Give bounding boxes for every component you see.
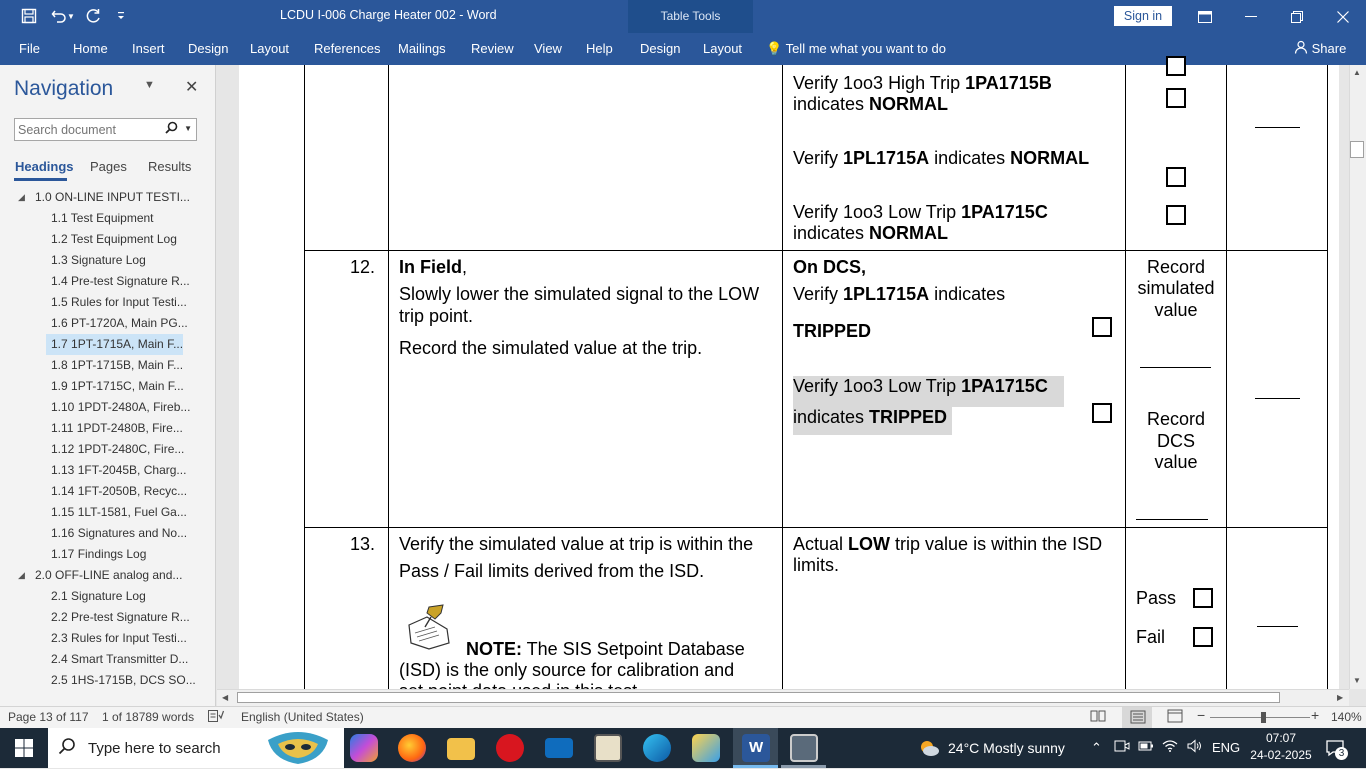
nav-heading-item[interactable]: [0, 628, 216, 649]
tell-me-label: Tell me what you want to do: [785, 41, 946, 56]
document-page[interactable]: [239, 65, 1339, 705]
actual-low-text: Actual LOW trip value is within the ISD: [793, 534, 1103, 554]
minimize-icon[interactable]: [1228, 0, 1274, 33]
tell-me-search[interactable]: [766, 33, 946, 65]
actual-low-text: limits.: [793, 555, 839, 575]
nav-heading-item[interactable]: [0, 460, 216, 481]
person-icon: [1294, 34, 1308, 66]
file-explorer-icon[interactable]: [447, 738, 475, 760]
checkbox[interactable]: [1166, 88, 1186, 108]
clock-date[interactable]: 24-02-2025: [1250, 748, 1312, 762]
step-text: Slowly lower the simulated signal to the LOW: [399, 284, 760, 304]
table-border: [1226, 65, 1227, 705]
nav-heading-item[interactable]: [0, 376, 216, 397]
nav-heading-item[interactable]: [0, 502, 216, 523]
nav-heading-label: 1.16 Signatures and No...: [51, 526, 188, 540]
tripped-text: TRIPPED: [793, 321, 872, 341]
undo-dropdown-icon[interactable]: ▼: [67, 11, 75, 21]
taskbar-search-placeholder: Type here to search: [88, 740, 221, 757]
tab-design[interactable]: Design: [188, 41, 229, 56]
nav-heading-item[interactable]: [0, 271, 216, 292]
copilot-icon[interactable]: [350, 734, 378, 762]
note-text: (ISD) is the only source for calibration and: [399, 660, 735, 680]
windows-start-icon[interactable]: [0, 728, 48, 768]
nav-heading-label: 1.9 1PT-1715C, Main F...: [51, 379, 184, 393]
signature-line: [1255, 398, 1300, 399]
table-border: [304, 250, 1328, 251]
tab-table-design[interactable]: Design: [640, 41, 681, 56]
zoom-slider-thumb[interactable]: [1261, 712, 1266, 723]
verify-pl-text: Verify 1PL1715A indicates: [793, 284, 1006, 304]
pushpin-note-icon: [405, 603, 457, 653]
title-bar: [0, 0, 1366, 33]
table-border: [388, 65, 389, 705]
app-indicator: [781, 765, 826, 768]
word-taskbar-button[interactable]: [733, 728, 778, 768]
notification-count: 3: [1335, 747, 1348, 760]
scroll-left-icon[interactable]: ◀: [222, 693, 229, 702]
nav-tab-headings[interactable]: Headings: [15, 159, 74, 174]
battery-icon[interactable]: [1138, 739, 1154, 756]
carnival-mask-icon: [263, 730, 333, 766]
language-indicator[interactable]: English (United States): [241, 710, 364, 724]
search-icon: [58, 737, 76, 760]
nav-heading-label: 2.1 Signature Log: [51, 589, 146, 603]
word-count[interactable]: 1 of 18789 words: [102, 710, 195, 724]
record-line: [1136, 519, 1208, 520]
indicates-normal-text: indicates NORMAL: [793, 223, 949, 243]
close-icon[interactable]: ✕: [185, 79, 199, 96]
table-border: [1327, 65, 1328, 705]
share-button[interactable]: [1294, 33, 1346, 65]
collapse-triangle-icon[interactable]: ◢: [18, 192, 25, 202]
zoom-out-icon[interactable]: −: [1197, 707, 1206, 723]
clock-time[interactable]: 07:07: [1265, 731, 1297, 745]
redo-icon[interactable]: [80, 6, 106, 26]
meet-now-icon[interactable]: [1114, 739, 1130, 756]
step-text: Pass / Fail limits derived from the ISD.: [399, 561, 705, 581]
tab-mailings[interactable]: Mailings: [398, 41, 446, 56]
pass-checkbox[interactable]: [1193, 588, 1213, 608]
tab-references[interactable]: References: [314, 41, 381, 56]
nav-heading-item[interactable]: [0, 418, 216, 439]
nav-heading-item[interactable]: [0, 523, 216, 544]
nav-heading-item[interactable]: [0, 187, 216, 208]
scroll-up-icon[interactable]: ▲: [1353, 68, 1361, 77]
fail-label: Fail: [1136, 627, 1166, 647]
table-tools-label: Table Tools: [660, 9, 721, 23]
navigation-pane: [0, 65, 216, 706]
nav-heading-item[interactable]: [0, 250, 216, 271]
volume-icon[interactable]: [1187, 739, 1203, 756]
tab-home[interactable]: Home: [73, 41, 108, 56]
record-label: value: [1154, 300, 1198, 320]
nav-heading-label: 1.15 1LT-1581, Fuel Ga...: [51, 505, 187, 519]
tab-layout[interactable]: Layout: [250, 41, 290, 56]
document-area[interactable]: [217, 65, 1349, 689]
nav-heading-item[interactable]: [0, 355, 216, 376]
tab-insert[interactable]: Insert: [132, 41, 165, 56]
network-icon[interactable]: [1162, 739, 1178, 756]
zoom-in-icon[interactable]: +: [1311, 707, 1320, 723]
zoom-level[interactable]: 140%: [1331, 710, 1362, 724]
chevron-up-icon[interactable]: ⌃: [1091, 740, 1102, 755]
fail-checkbox[interactable]: [1193, 627, 1213, 647]
nav-heading-label: 2.4 Smart Transmitter D...: [51, 652, 189, 666]
checkbox[interactable]: [1166, 205, 1186, 225]
in-field-heading: In Field,: [399, 257, 468, 277]
search-document-box[interactable]: [14, 118, 197, 141]
active-app-indicator: [733, 765, 778, 768]
scroll-right-icon[interactable]: ▶: [1337, 693, 1344, 702]
step-text: Verify the simulated value at trip is within the: [399, 534, 754, 554]
search-options-icon[interactable]: ▼: [184, 124, 192, 133]
remote-desktop-icon[interactable]: [790, 734, 818, 762]
headings-list: [0, 187, 216, 691]
vertical-scroll-thumb[interactable]: [1350, 141, 1364, 158]
document-title: LCDU I-006 Charge Heater 002 - Word: [280, 8, 497, 22]
record-label: Record: [1146, 409, 1206, 429]
record-label: DCS: [1156, 431, 1195, 451]
weather-icon[interactable]: [918, 738, 940, 758]
nav-heading-item[interactable]: [0, 544, 216, 565]
input-language[interactable]: ENG: [1212, 740, 1241, 755]
nav-heading-item[interactable]: [0, 208, 216, 229]
verify-high-trip-text: Verify 1oo3 High Trip 1PA1715B: [793, 73, 1052, 93]
nav-heading-label: 1.1 Test Equipment: [51, 211, 154, 225]
selected-text[interactable]: indicates TRIPPED: [793, 407, 952, 435]
read-mode-icon[interactable]: [1090, 709, 1106, 726]
mail-icon[interactable]: [545, 738, 573, 758]
nav-tab-pages[interactable]: Pages: [90, 159, 127, 174]
nav-heading-label: 1.0 ON-LINE INPUT TESTI...: [35, 190, 190, 204]
save-icon[interactable]: [16, 6, 42, 26]
record-line: [1140, 367, 1211, 368]
print-layout-icon: [1130, 710, 1146, 727]
nav-heading-label: 1.17 Findings Log: [51, 547, 147, 561]
close-window-icon[interactable]: [1320, 0, 1366, 33]
tab-help[interactable]: Help: [586, 41, 613, 56]
search-document-input[interactable]: [15, 119, 160, 140]
tab-table-layout[interactable]: Layout: [703, 41, 743, 56]
nav-heading-item[interactable]: [0, 313, 216, 334]
taskbar: [0, 728, 1366, 768]
web-layout-icon[interactable]: [1167, 709, 1183, 726]
nav-heading-item[interactable]: [0, 586, 216, 607]
checkbox[interactable]: [1092, 403, 1112, 423]
note-text: NOTE: The SIS Setpoint Database: [466, 639, 745, 659]
photos-icon[interactable]: [692, 734, 720, 762]
table-border: [304, 65, 305, 705]
table-border: [1125, 65, 1126, 705]
nav-heading-label: 2.3 Rules for Input Testi...: [51, 631, 187, 645]
step-text: Record the simulated value at the trip.: [399, 338, 703, 358]
table-border: [782, 65, 783, 705]
nav-heading-label: 1.13 1FT-2045B, Charg...: [51, 463, 187, 477]
record-label: value: [1154, 452, 1198, 472]
signature-line: [1257, 626, 1298, 627]
nav-heading-label: 1.2 Test Equipment Log: [51, 232, 177, 246]
verify-low-trip-text: Verify 1oo3 Low Trip 1PA1715C: [793, 202, 1048, 222]
horizontal-scroll-thumb[interactable]: [237, 692, 1280, 703]
signature-line: [1255, 127, 1300, 128]
vertical-scrollbar[interactable]: [1349, 65, 1366, 689]
taskbar-search-box[interactable]: [48, 728, 344, 768]
firefox-icon[interactable]: [398, 734, 426, 762]
record-label: simulated: [1137, 278, 1215, 298]
page-count[interactable]: Page 13 of 117: [8, 710, 89, 724]
nav-heading-label: 1.10 1PDT-2480A, Fireb...: [51, 400, 191, 414]
record-label: Record: [1146, 257, 1206, 277]
ribbon-tabs: [0, 33, 1366, 65]
nav-heading-item[interactable]: [0, 397, 216, 418]
proofing-icon[interactable]: [208, 709, 224, 726]
nav-heading-item[interactable]: [0, 649, 216, 670]
nav-heading-item[interactable]: [0, 481, 216, 502]
chevron-down-icon[interactable]: ▼: [144, 79, 155, 91]
nav-tab-results[interactable]: Results: [148, 159, 192, 174]
selected-text[interactable]: Verify 1oo3 Low Trip 1PA1715C: [793, 376, 1064, 407]
nav-heading-label: 1.5 Rules for Input Testi...: [51, 295, 187, 309]
nav-heading-label: 1.11 1PDT-2480B, Fire...: [51, 421, 183, 435]
nav-heading-label: 1.7 1PT-1715A, Main F...: [51, 337, 184, 351]
zoom-slider[interactable]: [1210, 717, 1310, 718]
nav-heading-item[interactable]: [0, 565, 216, 586]
ribbon-display-options-icon[interactable]: [1182, 0, 1228, 33]
checkbox[interactable]: [1166, 56, 1186, 76]
nav-heading-label: 2.0 OFF-LINE analog and...: [35, 568, 183, 582]
print-layout-button[interactable]: [1122, 707, 1152, 728]
lightbulb-icon: 💡: [766, 41, 783, 56]
opera-icon[interactable]: [496, 734, 524, 762]
nav-heading-label: 1.6 PT-1720A, Main PG...: [51, 316, 188, 330]
restore-icon[interactable]: [1274, 0, 1320, 33]
table-border: [304, 527, 1328, 528]
active-tab-indicator: [14, 178, 67, 181]
checkbox[interactable]: [1166, 167, 1186, 187]
on-dcs-heading: On DCS,: [793, 257, 867, 277]
nav-heading-item[interactable]: [0, 292, 216, 313]
nav-heading-label: 1.8 1PT-1715B, Main F...: [51, 358, 184, 372]
customize-toolbar-icon[interactable]: [108, 6, 134, 26]
step-text: trip point.: [399, 306, 474, 326]
nav-heading-item[interactable]: [0, 229, 216, 250]
nav-heading-item[interactable]: [0, 607, 216, 628]
checkbox[interactable]: [1092, 317, 1112, 337]
collapse-triangle-icon[interactable]: ◢: [18, 570, 25, 580]
indicates-normal-text: indicates NORMAL: [793, 94, 949, 114]
pass-label: Pass: [1136, 588, 1177, 608]
share-label: Share: [1311, 41, 1347, 56]
weather-text[interactable]: 24°C Mostly sunny: [948, 740, 1065, 756]
nav-heading-label: 2.2 Pre-test Signature R...: [51, 610, 190, 624]
step-number: 13.: [350, 534, 376, 554]
verify-pl-text: Verify 1PL1715A indicates NORMAL: [793, 148, 1090, 168]
nav-heading-item[interactable]: [46, 334, 183, 355]
search-icon[interactable]: [165, 121, 178, 137]
word-icon: W: [742, 734, 770, 762]
nav-heading-label: 1.12 1PDT-2480C, Fire...: [51, 442, 185, 456]
tab-review[interactable]: Review: [471, 41, 514, 56]
nav-heading-label: 2.5 1HS-1715B, DCS SO...: [51, 673, 196, 687]
step-number: 12.: [350, 257, 376, 277]
nav-heading-label: 1.3 Signature Log: [51, 253, 146, 267]
nav-heading-label: 1.14 1FT-2050B, Recyc...: [51, 484, 188, 498]
notification-icon[interactable]: [1325, 738, 1345, 758]
sign-in-button[interactable]: Sign in: [1114, 6, 1172, 26]
nav-heading-item[interactable]: [0, 670, 216, 691]
status-bar: [0, 706, 1366, 728]
nav-heading-label: 1.4 Pre-test Signature R...: [51, 274, 190, 288]
edge-icon[interactable]: [643, 734, 671, 762]
tab-view[interactable]: View: [534, 41, 562, 56]
tab-file[interactable]: File: [19, 41, 40, 56]
scroll-down-icon[interactable]: ▼: [1353, 676, 1361, 685]
calculator-app-icon[interactable]: [594, 734, 622, 762]
navigation-title: Navigation: [14, 77, 114, 100]
nav-heading-item[interactable]: [0, 439, 216, 460]
